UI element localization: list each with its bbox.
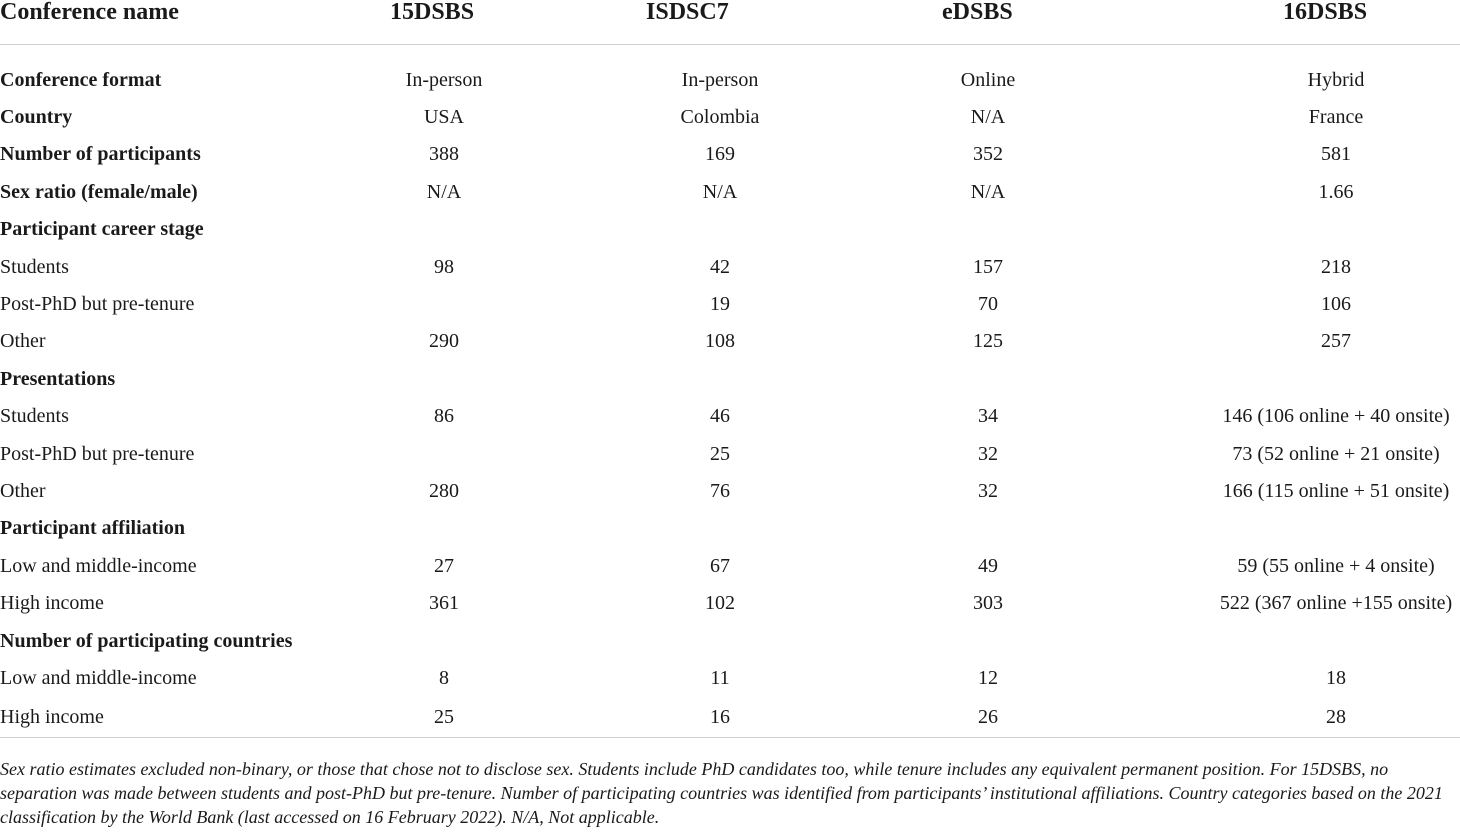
header-edsbs-label: eDSBS [942,0,1013,25]
table-cell: 361 [429,592,459,615]
row-section-label: Country [0,106,73,129]
table-row [0,659,1460,696]
table-cell: 352 [973,143,1003,166]
table-cell: 11 [710,666,730,689]
table-cell: 42 [710,255,730,278]
table-cell: France [1308,106,1364,129]
table-row [0,136,1460,173]
table-cell: 86 [434,405,454,428]
spacer-cell [0,45,1460,62]
table-cell: In-person [681,68,759,91]
table-cell [1140,622,1460,659]
table-row [0,697,1460,738]
table-row [0,211,1460,248]
table-cell [1140,211,1460,248]
table-cell: 73 (52 online + 21 onsite) [1232,442,1440,465]
header-row [0,0,1460,45]
table-cell: N/A [702,180,738,203]
table-cell: 8 [439,666,449,689]
header-16dsbs-label: 16DSBS [1283,0,1368,25]
row-label: Low and middle-income [0,666,197,689]
row-label: Students [0,255,69,278]
table-row [0,323,1460,360]
row-label: Students [0,405,69,428]
table-cell: 280 [429,479,459,502]
table-cell: 76 [710,479,730,502]
spacer-row [0,45,1460,62]
table-cell: Online [960,68,1016,91]
row-label: Post-PhD but pre-tenure [0,442,195,465]
table-cell: 218 [1321,255,1351,278]
table-cell: 32 [978,479,998,502]
table-row [0,61,1460,98]
row-label: Low and middle-income [0,554,197,577]
row-label: Other [0,479,46,502]
table-cell: 169 [705,143,735,166]
table-cell: 49 [978,554,998,577]
table-cell: 522 (367 online +155 onsite) [1219,592,1453,615]
table-cell: 290 [429,330,459,353]
header-edsbs [912,0,1068,45]
table-row [0,248,1460,285]
table-cell: Hybrid [1307,68,1365,91]
table-row [0,360,1460,397]
table-cell [529,360,911,397]
row-label: High income [0,697,360,738]
table-cell: 257 [1321,330,1351,353]
table-row [0,584,1460,621]
row-section-label: Number of participating countries [0,629,293,652]
table-header [0,0,1460,45]
table-cell: 25 [359,697,529,738]
table-cell [529,622,911,659]
table-cell: 67 [710,554,730,577]
table-cell: 1.66 [1318,180,1354,203]
header-conference-name: Conference name [0,0,360,45]
table-cell: 27 [434,554,454,577]
table-cell: 25 [710,442,730,465]
table-row [0,173,1460,210]
table-cell [359,435,529,472]
row-section-label: Participant career stage [0,218,204,241]
table-cell [1140,360,1460,397]
header-15dsbs [360,0,530,45]
table-cell [359,211,529,248]
row-section-label: Presentations [0,367,116,390]
table-cell: 46 [710,405,730,428]
table-row [0,622,1460,659]
table-cell: 108 [705,330,735,353]
row-label: Post-PhD but pre-tenure [0,293,195,316]
header-15dsbs-label: 15DSBS [390,0,475,25]
table-cell [359,622,529,659]
table-cell [910,211,1066,248]
table-cell: 303 [973,592,1003,615]
table-cell: 157 [973,255,1003,278]
table-cell [529,510,911,547]
table-cell: 26 [910,697,1066,738]
row-section-label: Sex ratio (female/male) [0,180,198,203]
table-cell: 16 [529,697,911,738]
table-cell: N/A [426,180,462,203]
table-cell [910,622,1066,659]
header-16dsbs [1068,0,1460,45]
table-cell: 12 [978,666,998,689]
table-cell [359,510,529,547]
table-cell: 59 (55 online + 4 onsite) [1237,554,1435,577]
table-cell [359,285,529,322]
table-cell: N/A [970,106,1006,129]
table-cell [910,510,1066,547]
table-cell: N/A [970,180,1006,203]
table-cell: 18 [1326,666,1346,689]
table-cell: 166 (115 online + 51 onsite) [1222,479,1450,502]
table-cell: 34 [978,405,998,428]
table-cell: 28 [1140,697,1460,738]
table-cell: 98 [434,255,454,278]
table-row [0,98,1460,135]
row-label: Other [0,330,46,353]
table-cell: 106 [1321,293,1351,316]
table-cell: 70 [978,293,998,316]
table-cell [910,360,1066,397]
table-cell: 146 (106 online + 40 onsite) [1222,405,1450,428]
table-body [0,45,1460,738]
table-row [0,472,1460,509]
row-section-label: Conference format [0,68,162,91]
table-footnote: Sex ratio estimates excluded non-binary, or those that chose not to disclose sex. Students include PhD candidates too, while tenure includes any equivalent permanent position. For 15DSBS, no separation was made between students and post-PhD but pre-tenure. Number of participating countries was identified from participants’ institutional affiliations. Country categories based on the 2021 classification by the World Bank (last accessed on 16 February 2022). N/A, Not applicable. [0,759,1443,827]
table-row [0,285,1460,322]
table-cell: 19 [710,293,730,316]
table-cell: Colombia [680,106,760,129]
table-cell: 581 [1321,143,1351,166]
table-cell [1140,510,1460,547]
table-row [0,435,1460,472]
table-row [0,547,1460,584]
header-isdsc7-label: ISDSC7 [646,0,729,25]
table-row [0,398,1460,435]
table-cell [529,211,911,248]
table-cell [359,360,529,397]
row-label: High income [0,592,104,615]
header-isdsc7 [530,0,912,45]
table-cell: 32 [978,442,998,465]
table-cell: 102 [705,592,735,615]
row-section-label: Number of participants [0,143,201,166]
table-row [0,510,1460,547]
table-cell: USA [423,106,464,129]
table-cell: 125 [973,330,1003,353]
table-cell: 388 [429,143,459,166]
table-cell: In-person [405,68,483,91]
row-section-label: Participant affiliation [0,517,185,540]
